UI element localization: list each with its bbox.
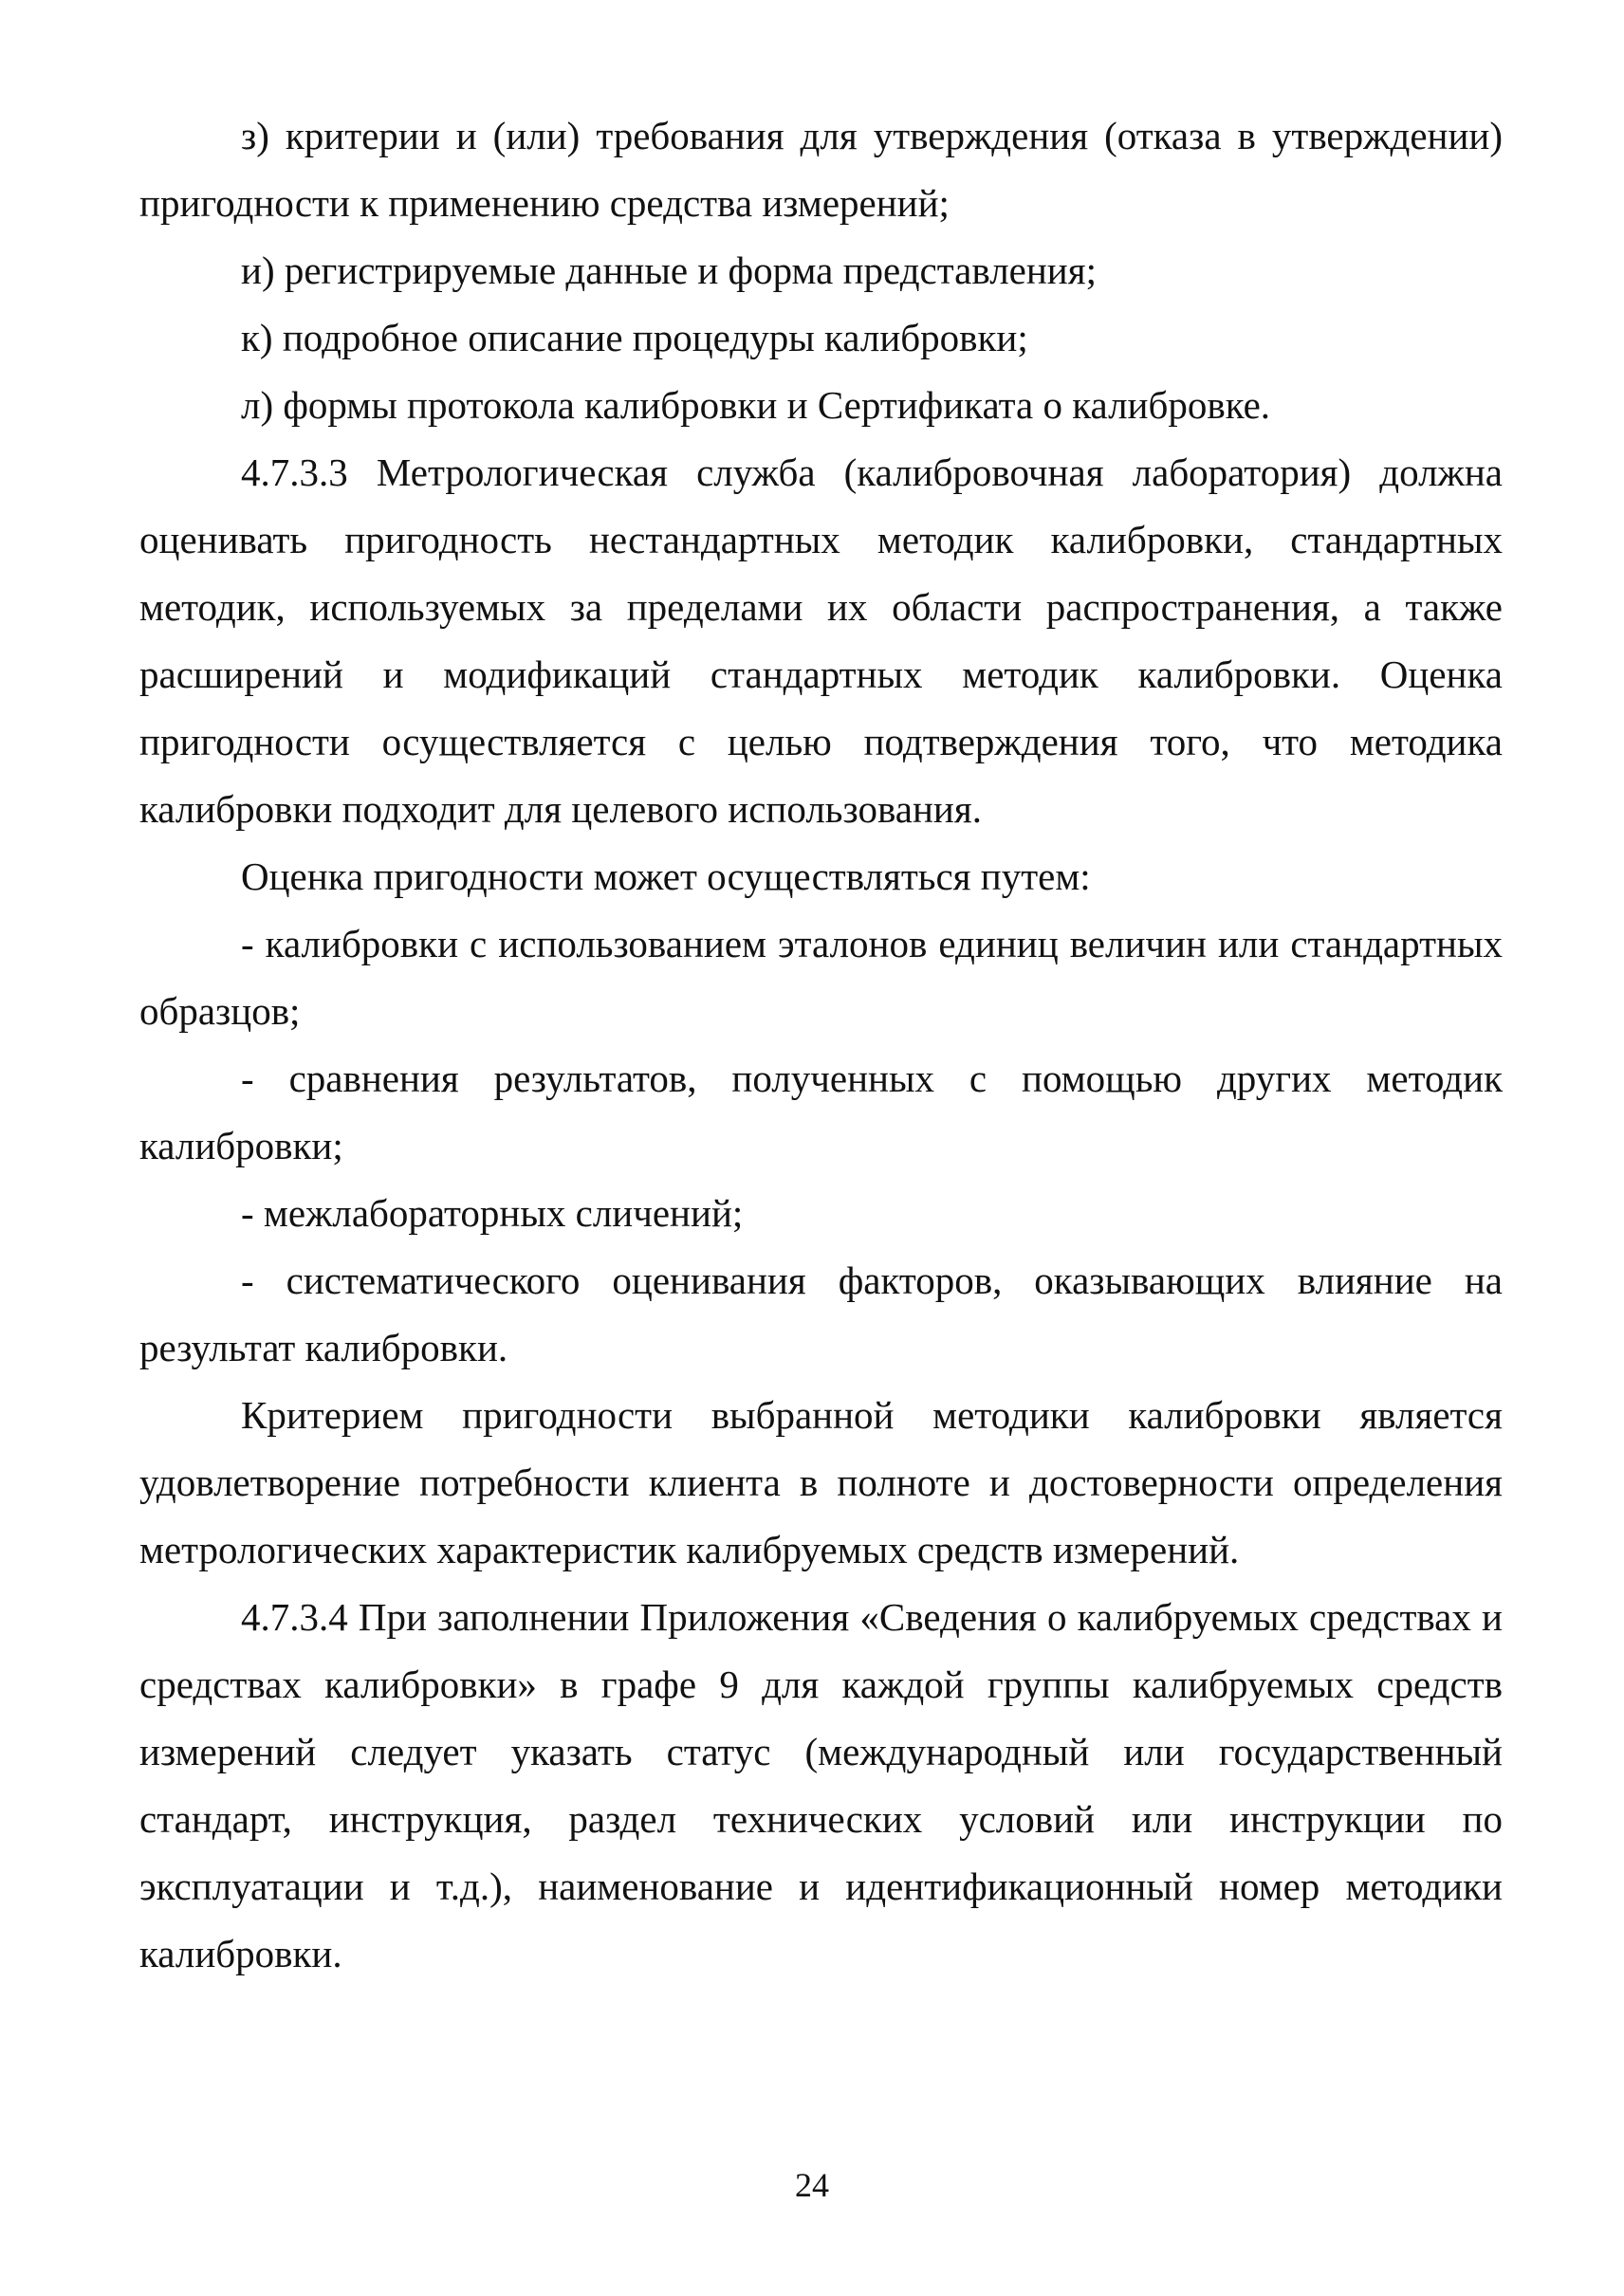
assessment-intro-paragraph: Оценка пригодности может осуществляться путем: bbox=[241, 854, 1091, 898]
section-4-7-3-4-paragraph: 4.7.3.4 При заполнении Приложения «Сведения о калибруемых средствах и средствах калибровки» в графе 9 для каждой группы калибруемых средств измерений следует указать статус (международный или государственный стандарт, инструкция, раздел технических условий или инструкции по эксплуатации и т.д.), наименование и идентификационный номер методики калибровки. bbox=[139, 1595, 1503, 1975]
list-item-i: и) регистрируемые данные и форма представления; bbox=[241, 248, 1097, 292]
criterion-paragraph: Критерием пригодности выбранной методики калибровки является удовлетворение потребности клиента в полноте и достоверности определения метрологических характеристик калибруемых средств измерений. bbox=[139, 1393, 1503, 1571]
document-body bbox=[139, 102, 1503, 1988]
assessment-method-item: - межлабораторных сличений; bbox=[241, 1191, 744, 1235]
list-item-z: з) критерии и (или) требования для утверждения (отказа в утверждении) пригодности к применению средства измерений; bbox=[139, 114, 1503, 225]
list-item-l: л) формы протокола калибровки и Сертификата о калибровке. bbox=[241, 383, 1271, 427]
assessment-method-item: - систематического оценивания факторов, оказывающих влияние на результат калибровки. bbox=[139, 1258, 1503, 1369]
list-item-k: к) подробное описание процедуры калибровки; bbox=[241, 316, 1028, 359]
section-4-7-3-3-paragraph: 4.7.3.3 Метрологическая служба (калибровочная лаборатория) должна оценивать пригодность нестандартных методик калибровки, стандартных методик, используемых за пределами их области распространения, а также расширений и модификаций стандартных методик калибровки. Оценка пригодности осуществляется с целью подтверждения того, что методика калибровки подходит для целевого использования. bbox=[139, 450, 1503, 831]
assessment-method-item: - сравнения результатов, полученных с помощью других методик калибровки; bbox=[139, 1056, 1503, 1167]
assessment-method-item: - калибровки с использованием эталонов единиц величин или стандартных образцов; bbox=[139, 922, 1503, 1033]
page-number: 24 bbox=[795, 2166, 829, 2204]
